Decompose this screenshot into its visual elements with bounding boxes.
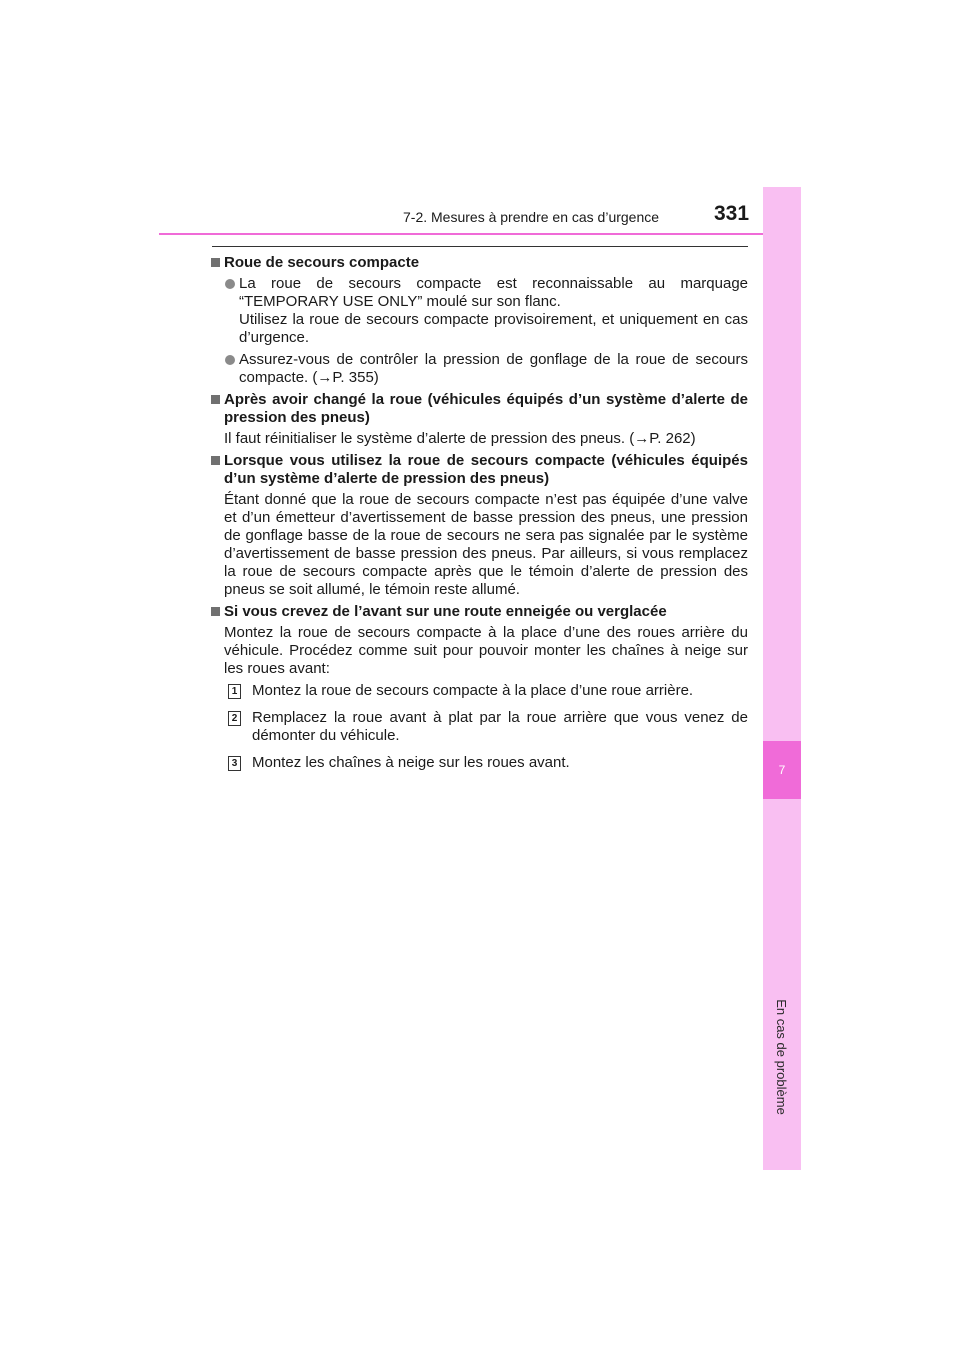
header-rule [159,233,801,235]
step-item [210,754,748,772]
section-heading: Si vous crevez de l’avant sur une route enneigée ou verglacée [210,603,748,621]
section-body: Il faut réinitialiser le système d’alerte de pression des pneus. (→P. 262) [224,430,696,447]
section-title: 7-2. Mesures à prendre en cas d’urgence [403,209,660,225]
step-number: 1 [228,684,241,699]
list-item [210,351,748,387]
step-text: Montez les chaînes à neige sur les roues avant. [252,754,570,771]
section-heading: Après avoir changé la roue (véhicules équipés d’un système d’alerte de pression des pneus) [210,391,748,427]
square-bullet-icon [211,607,220,616]
step-text: Montez la roue de secours compacte à la place d’une roue arrière. [252,682,694,699]
section-heading: Lorsque vous utilisez la roue de secours compacte (véhicules équipés d’un système d’alerte de pression des pneus) [210,452,748,488]
bullet-text: La roue de secours compacte est reconnaissable au marquage “TEMPORARY USE ONLY” moulé sur son flanc. [239,275,748,310]
bullet-text: Assurez-vous de contrôler la pression de gonflage de la roue de secours compacte. (→P. 355) [239,351,748,386]
chapter-label: En cas de problème [774,999,790,1115]
step-text: Remplacez la roue avant à plat par la roue arrière que vous venez de démonter du véhicule. [252,709,748,744]
round-bullet-icon [225,279,235,289]
square-bullet-icon [211,456,220,465]
square-bullet-icon [211,258,220,267]
step-item [210,709,748,745]
bullet-text: Utilisez la roue de secours compacte provisoirement, et uniquement en cas d’urgence. [239,311,748,346]
page-number: 331 [714,202,750,225]
section-body: Étant donné que la roue de secours compacte n’est pas équipée d’une valve et d’un émetteur d’avertissement de basse pression des pneus, une pression de gonflage basse de la roue de secours ne sera pas signalée par le système d’avertissement de basse pression des pneus. Par ailleurs, si vous remplacez la roue de secours compacte après que le témoin d’alerte de pression des pneus se soit allumé, le témoin reste allumé. [224,491,748,598]
page-content [210,254,748,776]
step-item [210,682,748,700]
round-bullet-icon [225,355,235,365]
step-number: 3 [228,756,241,771]
chapter-sidebar [763,187,801,1170]
square-bullet-icon [211,395,220,404]
step-number: 2 [228,711,241,726]
list-item [210,275,748,347]
section-heading: Roue de secours compacte [210,254,748,272]
section-body: Montez la roue de secours compacte à la place d’une des roues arrière du véhicule. Procédez comme suit pour pouvoir monter les chaînes à neige sur les roues avant: [224,624,748,677]
content-rule [212,246,748,247]
chapter-tab[interactable]: 7 [763,741,801,799]
